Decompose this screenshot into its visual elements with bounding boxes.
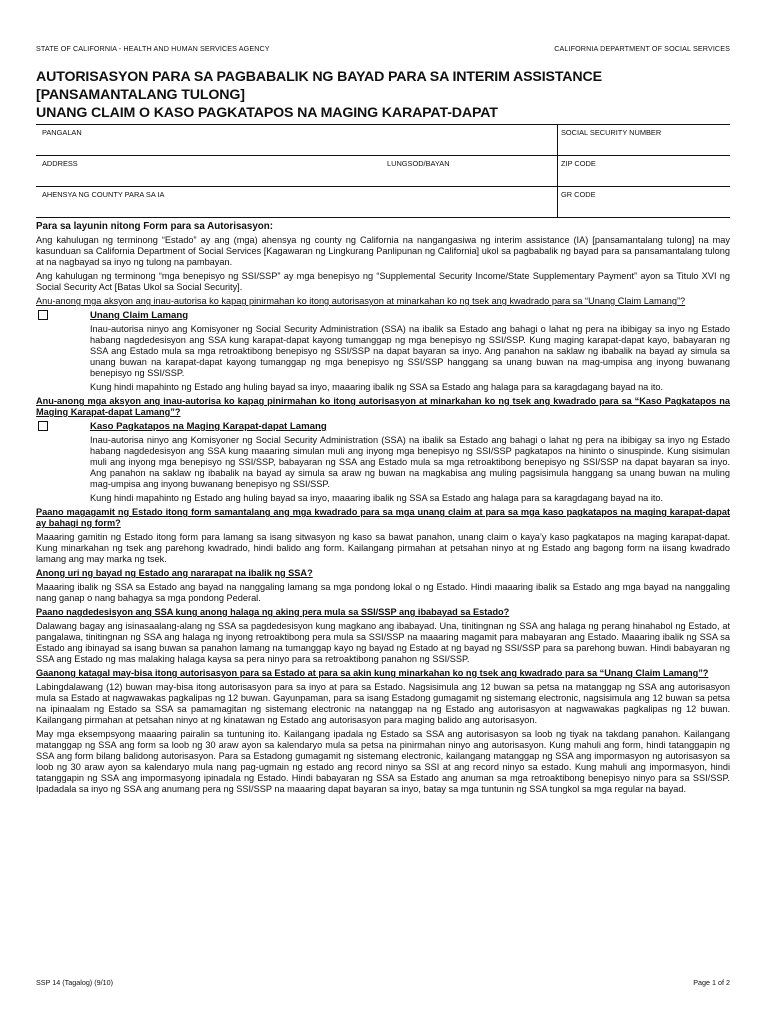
answer-how-long-1: Labingdalawang (12) buwan may-bisa itong autorisasyon para sa inyo at para sa Estado. Nagsisimula ang 12 buwan sa petsa na matanggap ng SSA ang autorisasyon mula sa Estado at nagwawakas pagkalipas ng 12 buwan. Gayunpaman, para sa isang Estadong gumagamit ng sistemang electronic, nagsisimula ang 12 buwan sa petsa na ipinaalam ng Estado sa SSA sa pamamagitan ng sistemang electronic na natanggap na ng Estado ang autorisasyon at nagwawakas pagkalipas ng 12 buwan. Kailangang pirmahan at petsahan ninyo at ng kinatawan ng Estado ang autorisasyon para maging balido ang autorisasyon. xyxy=(36,682,730,725)
name-field-label: PANGALAN xyxy=(42,128,82,137)
county-field-label: AHENSYA NG COUNTY PARA SA IA xyxy=(42,190,165,199)
gr-code-field-label: GR CODE xyxy=(561,190,596,199)
question-how-long: Gaanong katagal may-bisa itong autorisasyon para sa Estado at para sa akin kung minarkahan ko ng tsek ang kwadrado para sa “Unang Claim Lamang”? xyxy=(36,668,709,678)
form-title xyxy=(36,68,730,122)
field-divider xyxy=(557,156,558,186)
answer-how-much: Dalawang bagay ang isinasaalang-alang ng SSA sa pagdedesisyon kung magkano ang ibabayad. Una, tinitingnan ng SSA ang halaga ng perang hinahabol ng Estado, at pangalawa, tinitingnan ng SSA ang halaga ng inyong retroaktibong pera mula sa SSI/SSP na maaaring magamit para mabayaran ang Estado. Maaaring ibalik ng SSA sa Estado ang ibinayad sa isang buwan sa panahon lamang na tumanggap kayo ng bayad ng Estado at ng bayad ng SSI/SSP para sa parehong buwan. Hindi babayaran ng SSA ang Estado ng mas malaking halaga kaysa sa pera ninyo para sa retroaktibong panahon ng SSI/SSP. xyxy=(36,621,730,664)
page-number: Page 1 of 2 xyxy=(693,978,730,987)
initial-claim-checkbox[interactable] xyxy=(38,310,48,320)
option-initial-claim[interactable] xyxy=(36,310,730,323)
field-divider xyxy=(557,125,558,155)
question-how-much: Paano nagdedesisyon ang SSA kung anong halaga ng aking pera mula sa SSI/SSP ang ibabayad sa Estado? xyxy=(36,607,510,617)
state-agency-label: STATE OF CALIFORNIA - HEALTH AND HUMAN SERVICES AGENCY xyxy=(36,44,270,53)
applicant-fields xyxy=(36,124,730,218)
initial-claim-text-2: Kung hindi mapahinto ng Estado ang huling bayad sa inyo, maaaring ibalik ng SSA sa Estado ang halaga para sa karagdagang bayad na ito. xyxy=(90,382,664,392)
question-post-eligibility: Anu-anong mga aksyon ang inau-autorisa ko kapag pinirmahan ko itong autorisasyon at minarkahan ko ng tsek ang kwadrado para sa “Kaso Pagkatapos na Maging Karapat-dapat Lamang”? xyxy=(36,396,730,417)
form-id: SSP 14 (Tagalog) (9/10) xyxy=(36,978,113,987)
title-line-1: AUTORISASYON PARA SA PAGBABALIK NG BAYAD PARA SA INTERIM ASSISTANCE xyxy=(36,69,602,85)
city-field-label: LUNGSOD/BAYAN xyxy=(387,159,450,168)
ssn-field-label: SOCIAL SECURITY NUMBER xyxy=(561,128,662,137)
answer-what-paid: Maaaring ibalik ng SSA sa Estado ang bayad na nanggaling lamang sa mga pondong lokal o ng Estado. Hindi maaaring ibalik sa Estado ang mga bayad na nanggaling nang ganap o nang bahagya sa mga pondong Pederal. xyxy=(36,582,730,603)
answer-how-use: Maaaring gamitin ng Estado itong form para lamang sa isang sitwasyon ng kaso sa bawat panahon, unang claim o kaya’y kaso pagkatapos na maging karapat-dapat. Kung minarkahan ng tsek ang parehong kwadrado, hindi balido ang form. Kailangang pirmahan at petsahan ninyo at ng Estado ang bagong form na iisang kwadrado lamang ang may marka ng tsek. xyxy=(36,532,730,564)
answer-how-long-2: May mga eksempsyong maaaring pairalin sa tuntuning ito. Kailangang ipadala ng Estado sa SSA ang autorisasyon sa loob ng tiyak na takdang panahon. Kailangang matanggap ng SSA ang form sa loob ng 30 araw ayon sa kalendaryo mula sa petsa na pinirmahan ninyo ang autorisasyon. Kung mahuli ang form, hindi tatanggapin ng SSA ang form bilang balidong autorisasyon. Para sa Estadong gumagamit ng sistemang electronic, kailangang matanggap ng SSA ang impormasyon ng autorisasyon sa loob ng 30 araw ayon sa kalendaryo mula nang pag-ugmain ng estado ang record ninyo sa SSI at ang record ninyo sa estado. Kung mahuli ang impormasyon, hindi tatanggapin ng SSA ang impormasyong ipinadala ng Estado. Hindi babayaran ng SSA sa Estado ang anuman sa mga retroaktibong benepisyo ninyo para sa SSI/SSP. Ipadadala sa inyo ng SSA ang anumang pera ng SSI/SSP na maaaring dapat bayaran sa inyo, batay sa mga tuntunin ng SSA tungkol sa mga regular na bayad. xyxy=(36,729,730,794)
address-field-label: ADDRESS xyxy=(42,159,78,168)
purpose-heading: Para sa layunin nitong Form para sa Autorisasyon: xyxy=(36,221,273,232)
department-label: CALIFORNIA DEPARTMENT OF SOCIAL SERVICES xyxy=(554,44,730,53)
title-line-2: [PANSAMANTALANG TULONG] xyxy=(36,87,245,103)
post-eligibility-text-1: Inau-autorisa ninyo ang Komisyoner ng Social Security Administration (SSA) na ibalik sa Estado ang bahagi o lahat ng pera na ibibigay sa inyo ng Estado habang nagdedesisyon ang SSA kung maaaring simulan muli ang inyong mga benepisyo ng SSI/SSP pagkatapos na hininto o sinuspinde. Kung sisimulan muli ang inyong mga benepisyo ng SSI/SSP, babayaran ng SSA ang Estado mula sa mga retroaktibong benepisyo ng SSI/SSP na dapat bayaran sa inyo. Ang panahon na saklaw ng ibabalik na bayad ay simula sa araw ng buwan na magkabisa ang muling pagsisimula hanggang sa unang buwan na muling mag-umpisa ang inyong buwanang benepisyo ng SSI/SSP. xyxy=(90,435,730,489)
form-body xyxy=(36,221,730,798)
title-line-3: UNANG CLAIM O KASO PAGKATAPOS NA MAGING KARAPAT-DAPAT xyxy=(36,105,498,121)
post-eligibility-label: Kaso Pagkatapos na Maging Karapat-dapat Lamang xyxy=(90,421,327,432)
initial-claim-text-1: Inau-autorisa ninyo ang Komisyoner ng Social Security Administration (SSA) na ibalik sa Estado ang bahagi o lahat ng pera na ibibigay sa inyo ng Estado habang nagdedesisyon ang SSA kung karapat-dapat kayong tumanggap ng mga benepisyo ng SSI/SSP. Kung maging karapat-dapat kayo, babayaran ng SSA ang Estado mula sa mga retroaktibong benepisyo ng SSI/SSP na dapat bayaran sa inyo. Ang panahon na saklaw ng ibabalik na bayad ay simula sa unang buwan na karapat-dapat kayong tumanggap ng mga benepisyo ng SSI/SSP hanggang sa unang buwan na mag-umpisa ang inyong buwanang benepisyo ng SSI/SSP. xyxy=(90,324,730,378)
county-row xyxy=(36,187,730,218)
field-divider xyxy=(557,187,558,217)
zip-field-label: ZIP CODE xyxy=(561,159,596,168)
question-how-use: Paano magagamit ng Estado itong form samantalang ang mga kwadrado para sa mga unang claim at para sa mga kaso pagkatapos na maging karapat-dapat ay bahagi ng form? xyxy=(36,507,730,528)
definition-state: Ang kahulugan ng terminong “Estado” ay ang (mga) ahensya ng county ng California na nangangasiwa ng interim assistance (IA) [pansamantalang tulong] na may kasunduan sa California Department of Social Services [Kagawaran ng Lingkurang Panlipunan ng California] ukol sa pagbabalik ng bayad para sa pansamantalang tulong at na nagbayad sa inyo ng tulong na pambayan. xyxy=(36,235,730,267)
option-post-eligibility[interactable] xyxy=(36,421,730,434)
post-eligibility-checkbox[interactable] xyxy=(38,421,48,431)
name-row xyxy=(36,125,730,156)
definition-ssi: Ang kahulugan ng terminong “mga benepisyo ng SSI/SSP” ay mga benepisyo ng “Supplemental Security Income/State Supplementary Payment” ayon sa Titulo XVI ng Social Security Act [Batas Ukol sa Social Security]. xyxy=(36,271,730,292)
question-initial-claim: Anu-anong mga aksyon ang inau-autorisa ko kapag pinirmahan ko itong autorisasyon at minarkahan ko ng tsek ang kwadrado para sa “Unang Claim Lamang”? xyxy=(36,296,686,306)
address-row xyxy=(36,156,730,187)
question-what-paid: Anong uri ng bayad ng Estado ang nararapat na ibalik ng SSA? xyxy=(36,568,313,578)
post-eligibility-text-2: Kung hindi mapahinto ng Estado ang huling bayad sa inyo, maaaring ibalik ng SSA sa Estado ang halaga para sa karagdagang bayad na ito. xyxy=(90,493,664,503)
initial-claim-label: Unang Claim Lamang xyxy=(90,310,189,321)
